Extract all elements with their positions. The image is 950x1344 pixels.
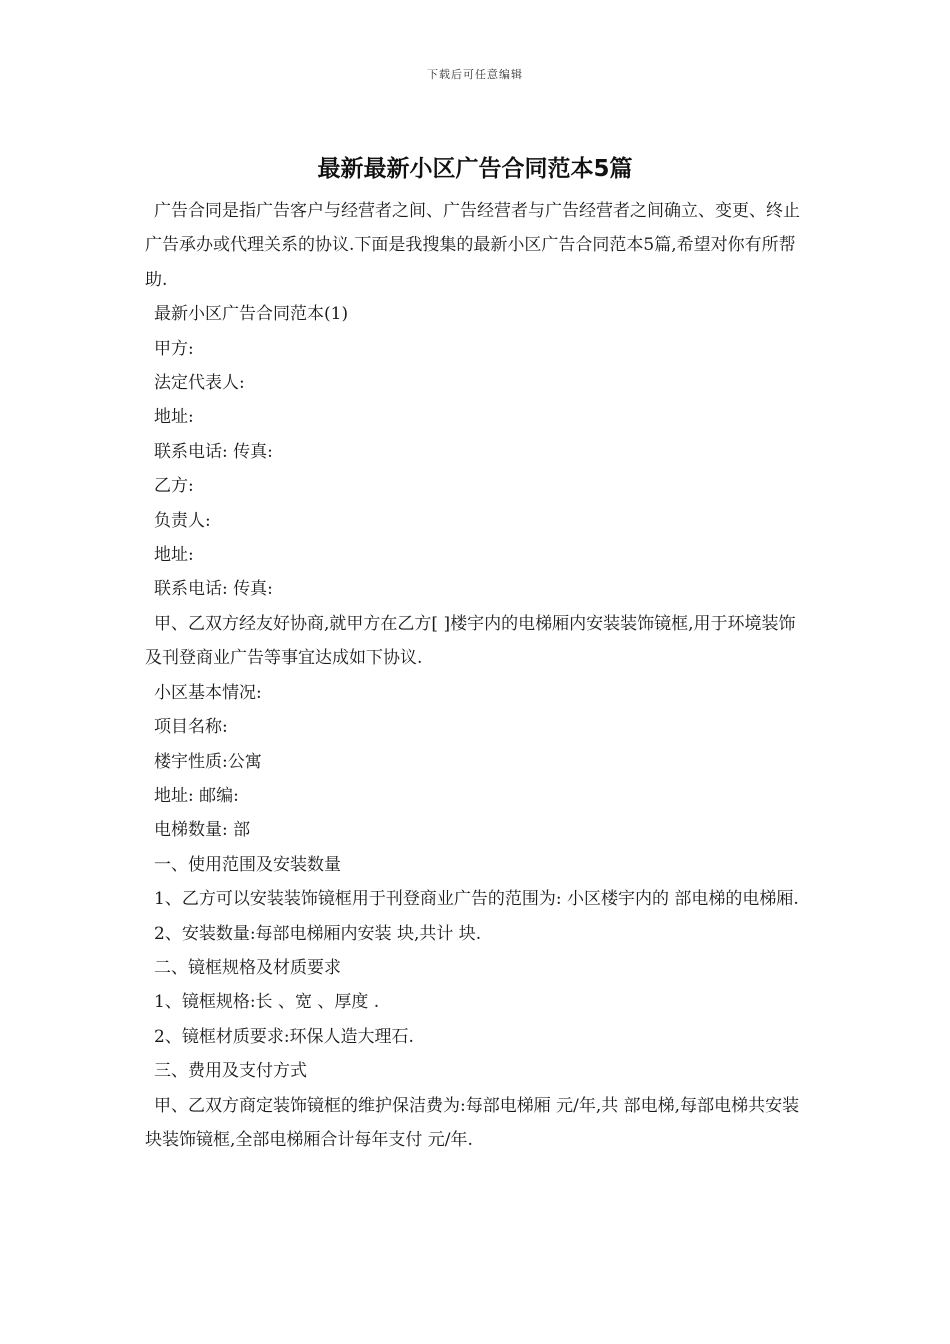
- field-elevator-count: 电梯数量: 部: [154, 820, 251, 841]
- field-address-b: 地址:: [154, 545, 194, 566]
- document-body: [145, 194, 810, 1157]
- section-spec-heading: 二、镜框规格及材质要求: [154, 957, 341, 978]
- field-contact-b: 联系电话: 传真:: [154, 579, 273, 600]
- clause-2-2: 2、镜框材质要求:环保人造大理石.: [154, 1026, 414, 1047]
- field-building-type: 楼宇性质:公寓: [154, 751, 262, 772]
- paragraph-contract-heading: 最新小区广告合同范本(1): [154, 304, 349, 325]
- section-scope-heading: 一、使用范围及安装数量: [154, 854, 341, 875]
- clause-2-1: 1、镜框规格:长 、宽 、厚度 .: [154, 992, 380, 1013]
- field-party-b: 乙方:: [154, 476, 194, 497]
- clause-3-fee: 甲、乙双方商定装饰镜框的维护保洁费为:每部电梯厢 元/年,共 部电梯,每部电梯共安装 块装饰镜框,全部电梯厢合计每年支付 元/年.: [145, 1095, 800, 1150]
- clause-1-2: 2、安装数量:每部电梯厢内安装 块,共计 块.: [154, 923, 482, 944]
- section-community-info: 小区基本情况:: [154, 682, 262, 703]
- field-legal-representative: 法定代表人:: [154, 373, 245, 394]
- clause-1-1: 1、乙方可以安装装饰镜框用于刊登商业广告的范围为: 小区楼宇内的 部电梯的电梯厢.: [154, 889, 799, 910]
- field-address-a: 地址:: [154, 407, 194, 428]
- paragraph-agreement: 甲、乙双方经友好协商,就甲方在乙方[ ]楼宇内的电梯厢内安装装饰镜框,用于环境装饰及刊登商业广告等事宜达成如下协议.: [145, 613, 796, 669]
- field-project-name: 项目名称:: [154, 717, 228, 738]
- field-address-postcode: 地址: 邮编:: [154, 785, 239, 806]
- field-contact-a: 联系电话: 传真:: [154, 441, 273, 462]
- section-fee-heading: 三、费用及支付方式: [154, 1061, 307, 1082]
- page-header-note: 下载后可任意编辑: [427, 68, 523, 81]
- document-title: 最新最新小区广告合同范本5篇: [317, 156, 633, 182]
- field-party-a: 甲方:: [154, 338, 194, 359]
- paragraph-intro: 广告合同是指广告客户与经营者之间、广告经营者与广告经营者之间确立、变更、终止广告承办或代理关系的协议.下面是我搜集的最新小区广告合同范本5篇,希望对你有所帮助.: [145, 201, 800, 290]
- field-person-in-charge: 负责人:: [154, 510, 211, 531]
